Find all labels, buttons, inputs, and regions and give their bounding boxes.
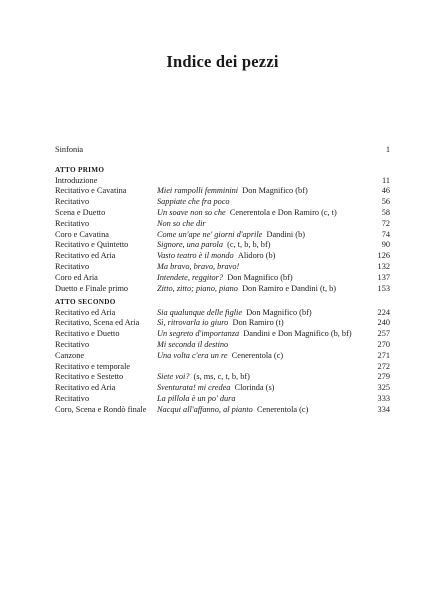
piece-description bbox=[157, 272, 293, 283]
piece-form: Recitativo ed Aria bbox=[55, 383, 116, 393]
incipit-text: Non so che dir bbox=[157, 218, 206, 228]
incipit-text: Siete voi? bbox=[157, 372, 190, 382]
page-number: 271 bbox=[377, 350, 390, 360]
piece-form: Recitativo bbox=[55, 261, 90, 271]
piece-description bbox=[157, 218, 210, 229]
piece-form: Recitativo ed Aria bbox=[55, 307, 116, 317]
piece-form: Recitativo bbox=[55, 393, 90, 403]
piece-form: Recitativo e Cavatina bbox=[55, 186, 127, 196]
piece-form: Recitativo e Sestetto bbox=[55, 372, 124, 382]
index-row bbox=[55, 229, 390, 240]
piece-roles: Dandini (b) bbox=[266, 229, 305, 239]
page-number: 240 bbox=[377, 318, 390, 328]
piece-description bbox=[157, 175, 161, 186]
incipit-text: La pillola è un po' dura bbox=[157, 393, 236, 403]
piece-description bbox=[157, 307, 312, 318]
page-number: 270 bbox=[377, 339, 390, 349]
page-number: 58 bbox=[381, 207, 390, 217]
piece-form: Recitativo e Quintetto bbox=[55, 240, 129, 250]
piece-description bbox=[157, 361, 161, 372]
piece-form: Recitativo e Duetto bbox=[55, 329, 120, 339]
index-row bbox=[55, 328, 390, 339]
incipit-text: Nacqui all'affanno, al pianto bbox=[157, 404, 253, 414]
piece-description bbox=[157, 393, 240, 404]
page-number: 224 bbox=[377, 307, 390, 317]
page-number: 46 bbox=[381, 186, 390, 196]
index-row bbox=[55, 404, 390, 415]
incipit-text: Zitto, zitto; piano, piano bbox=[157, 283, 238, 293]
piece-roles: Don Magnifico (bf) bbox=[227, 272, 293, 282]
index-row bbox=[55, 239, 390, 250]
incipit-text: Una volta c'era un re bbox=[157, 350, 228, 360]
page-number: 272 bbox=[377, 361, 390, 371]
piece-description bbox=[157, 185, 308, 196]
index-row bbox=[55, 307, 390, 318]
page-number: 74 bbox=[381, 229, 390, 239]
incipit-text: Un segreto d'importanza bbox=[157, 329, 240, 339]
piece-roles: Don Magnifico (bf) bbox=[242, 186, 308, 196]
piece-roles: Cenerentola (c) bbox=[256, 404, 309, 414]
index-row bbox=[55, 218, 390, 229]
page-number: 56 bbox=[381, 197, 390, 207]
piece-description bbox=[157, 339, 232, 350]
piece-form: Recitativo bbox=[55, 218, 90, 228]
incipit-text: Sappiate che fra poco bbox=[157, 197, 230, 207]
index-row bbox=[55, 272, 390, 283]
piece-form: Recitativo bbox=[55, 197, 90, 207]
incipit-text: Vasto teatro è il mondo bbox=[157, 251, 234, 261]
page-number: 132 bbox=[377, 261, 390, 271]
piece-description bbox=[157, 250, 275, 261]
act-heading: ATTO SECONDO bbox=[55, 298, 116, 306]
page-number: 126 bbox=[377, 251, 390, 261]
page-number: 325 bbox=[377, 383, 390, 393]
piece-roles: Don Magnifico (bf) bbox=[246, 307, 312, 317]
piece-form: Duetto e Finale primo bbox=[55, 283, 129, 293]
piece-roles: Alidoro (b) bbox=[237, 251, 276, 261]
index-row bbox=[55, 382, 390, 393]
incipit-text: Miei rampolli femminini bbox=[157, 186, 239, 196]
page-number: 279 bbox=[377, 372, 390, 382]
piece-roles: Clorinda (s) bbox=[234, 383, 275, 393]
page-number: 11 bbox=[382, 175, 390, 185]
index-row bbox=[55, 393, 390, 404]
piece-description bbox=[157, 382, 274, 393]
page-number: 137 bbox=[377, 272, 390, 282]
piece-form: Recitativo ed Aria bbox=[55, 251, 116, 261]
incipit-text: Sia qualunque delle figlie bbox=[157, 307, 243, 317]
index-row bbox=[55, 371, 390, 382]
index-row-sinfonia bbox=[55, 144, 390, 155]
piece-roles: Cenerentola e Don Ramiro (c, t) bbox=[229, 207, 337, 217]
index-row bbox=[55, 283, 390, 294]
piece-description bbox=[157, 261, 243, 272]
index-row bbox=[55, 185, 390, 196]
piece-description bbox=[157, 239, 270, 250]
index-row bbox=[55, 196, 390, 207]
incipit-text: Signore, una parola bbox=[157, 240, 223, 250]
piece-form: Recitativo e temporale bbox=[55, 361, 131, 371]
piece-form: Coro ed Aria bbox=[55, 272, 98, 282]
piece-description bbox=[157, 207, 337, 218]
index-row bbox=[55, 207, 390, 218]
incipit-text: Sì, ritrovarla io giuro bbox=[157, 318, 229, 328]
piece-roles: (c, t, b, b, bf) bbox=[227, 240, 271, 250]
piece-form: Canzone bbox=[55, 350, 85, 360]
index-row bbox=[55, 261, 390, 272]
incipit-text: Ma bravo, bravo, bravo! bbox=[157, 261, 240, 271]
piece-description bbox=[157, 229, 305, 240]
piece-description bbox=[157, 371, 250, 382]
piece-description bbox=[157, 283, 336, 294]
page-number: 257 bbox=[377, 329, 390, 339]
piece-description bbox=[157, 328, 352, 339]
index-row bbox=[55, 339, 390, 350]
piece-form: Recitativo, Scena ed Aria bbox=[55, 318, 140, 328]
index-row bbox=[55, 361, 390, 372]
index-row bbox=[55, 317, 390, 328]
piece-form: Coro e Cavatina bbox=[55, 229, 109, 239]
piece-roles: Dandini e Don Magnifico (b, bf) bbox=[243, 329, 352, 339]
page-number: 334 bbox=[377, 404, 390, 414]
page-number: 153 bbox=[377, 283, 390, 293]
piece-description bbox=[157, 404, 308, 415]
piece-form: Introduzione bbox=[55, 175, 98, 185]
incipit-text: Sventurata! mi credea bbox=[157, 383, 231, 393]
piece-form: Recitativo bbox=[55, 339, 90, 349]
piece-form: Sinfonia bbox=[55, 145, 84, 154]
piece-form: Coro, Scena e Rondò finale bbox=[55, 404, 147, 414]
incipit-text: Mi seconda il destino bbox=[157, 339, 229, 349]
piece-form: Scena e Duetto bbox=[55, 207, 106, 217]
piece-roles: (s, ms, c, t, b, bf) bbox=[193, 372, 250, 382]
piece-roles: Don Ramiro (t) bbox=[232, 318, 284, 328]
page-title: Indice dei pezzi bbox=[166, 52, 279, 71]
page-number: 90 bbox=[381, 240, 390, 250]
page-number: 1 bbox=[385, 145, 390, 154]
index-row bbox=[55, 350, 390, 361]
piece-roles: Don Ramiro e Dandini (t, b) bbox=[242, 283, 337, 293]
act-heading: ATTO PRIMO bbox=[55, 166, 105, 174]
piece-roles: Cenerentola (c) bbox=[231, 350, 284, 360]
piece-description bbox=[157, 350, 283, 361]
page-number: 72 bbox=[381, 218, 390, 228]
index-row bbox=[55, 250, 390, 261]
page-number: 333 bbox=[377, 393, 390, 403]
incipit-text: Come un'ape ne' giorni d'aprile bbox=[157, 229, 263, 239]
index-row bbox=[55, 175, 390, 186]
piece-description bbox=[157, 196, 234, 207]
incipit-text: Intendete, reggitor? bbox=[157, 272, 224, 282]
piece-description bbox=[157, 317, 284, 328]
incipit-text: Un soave non so che bbox=[157, 207, 226, 217]
